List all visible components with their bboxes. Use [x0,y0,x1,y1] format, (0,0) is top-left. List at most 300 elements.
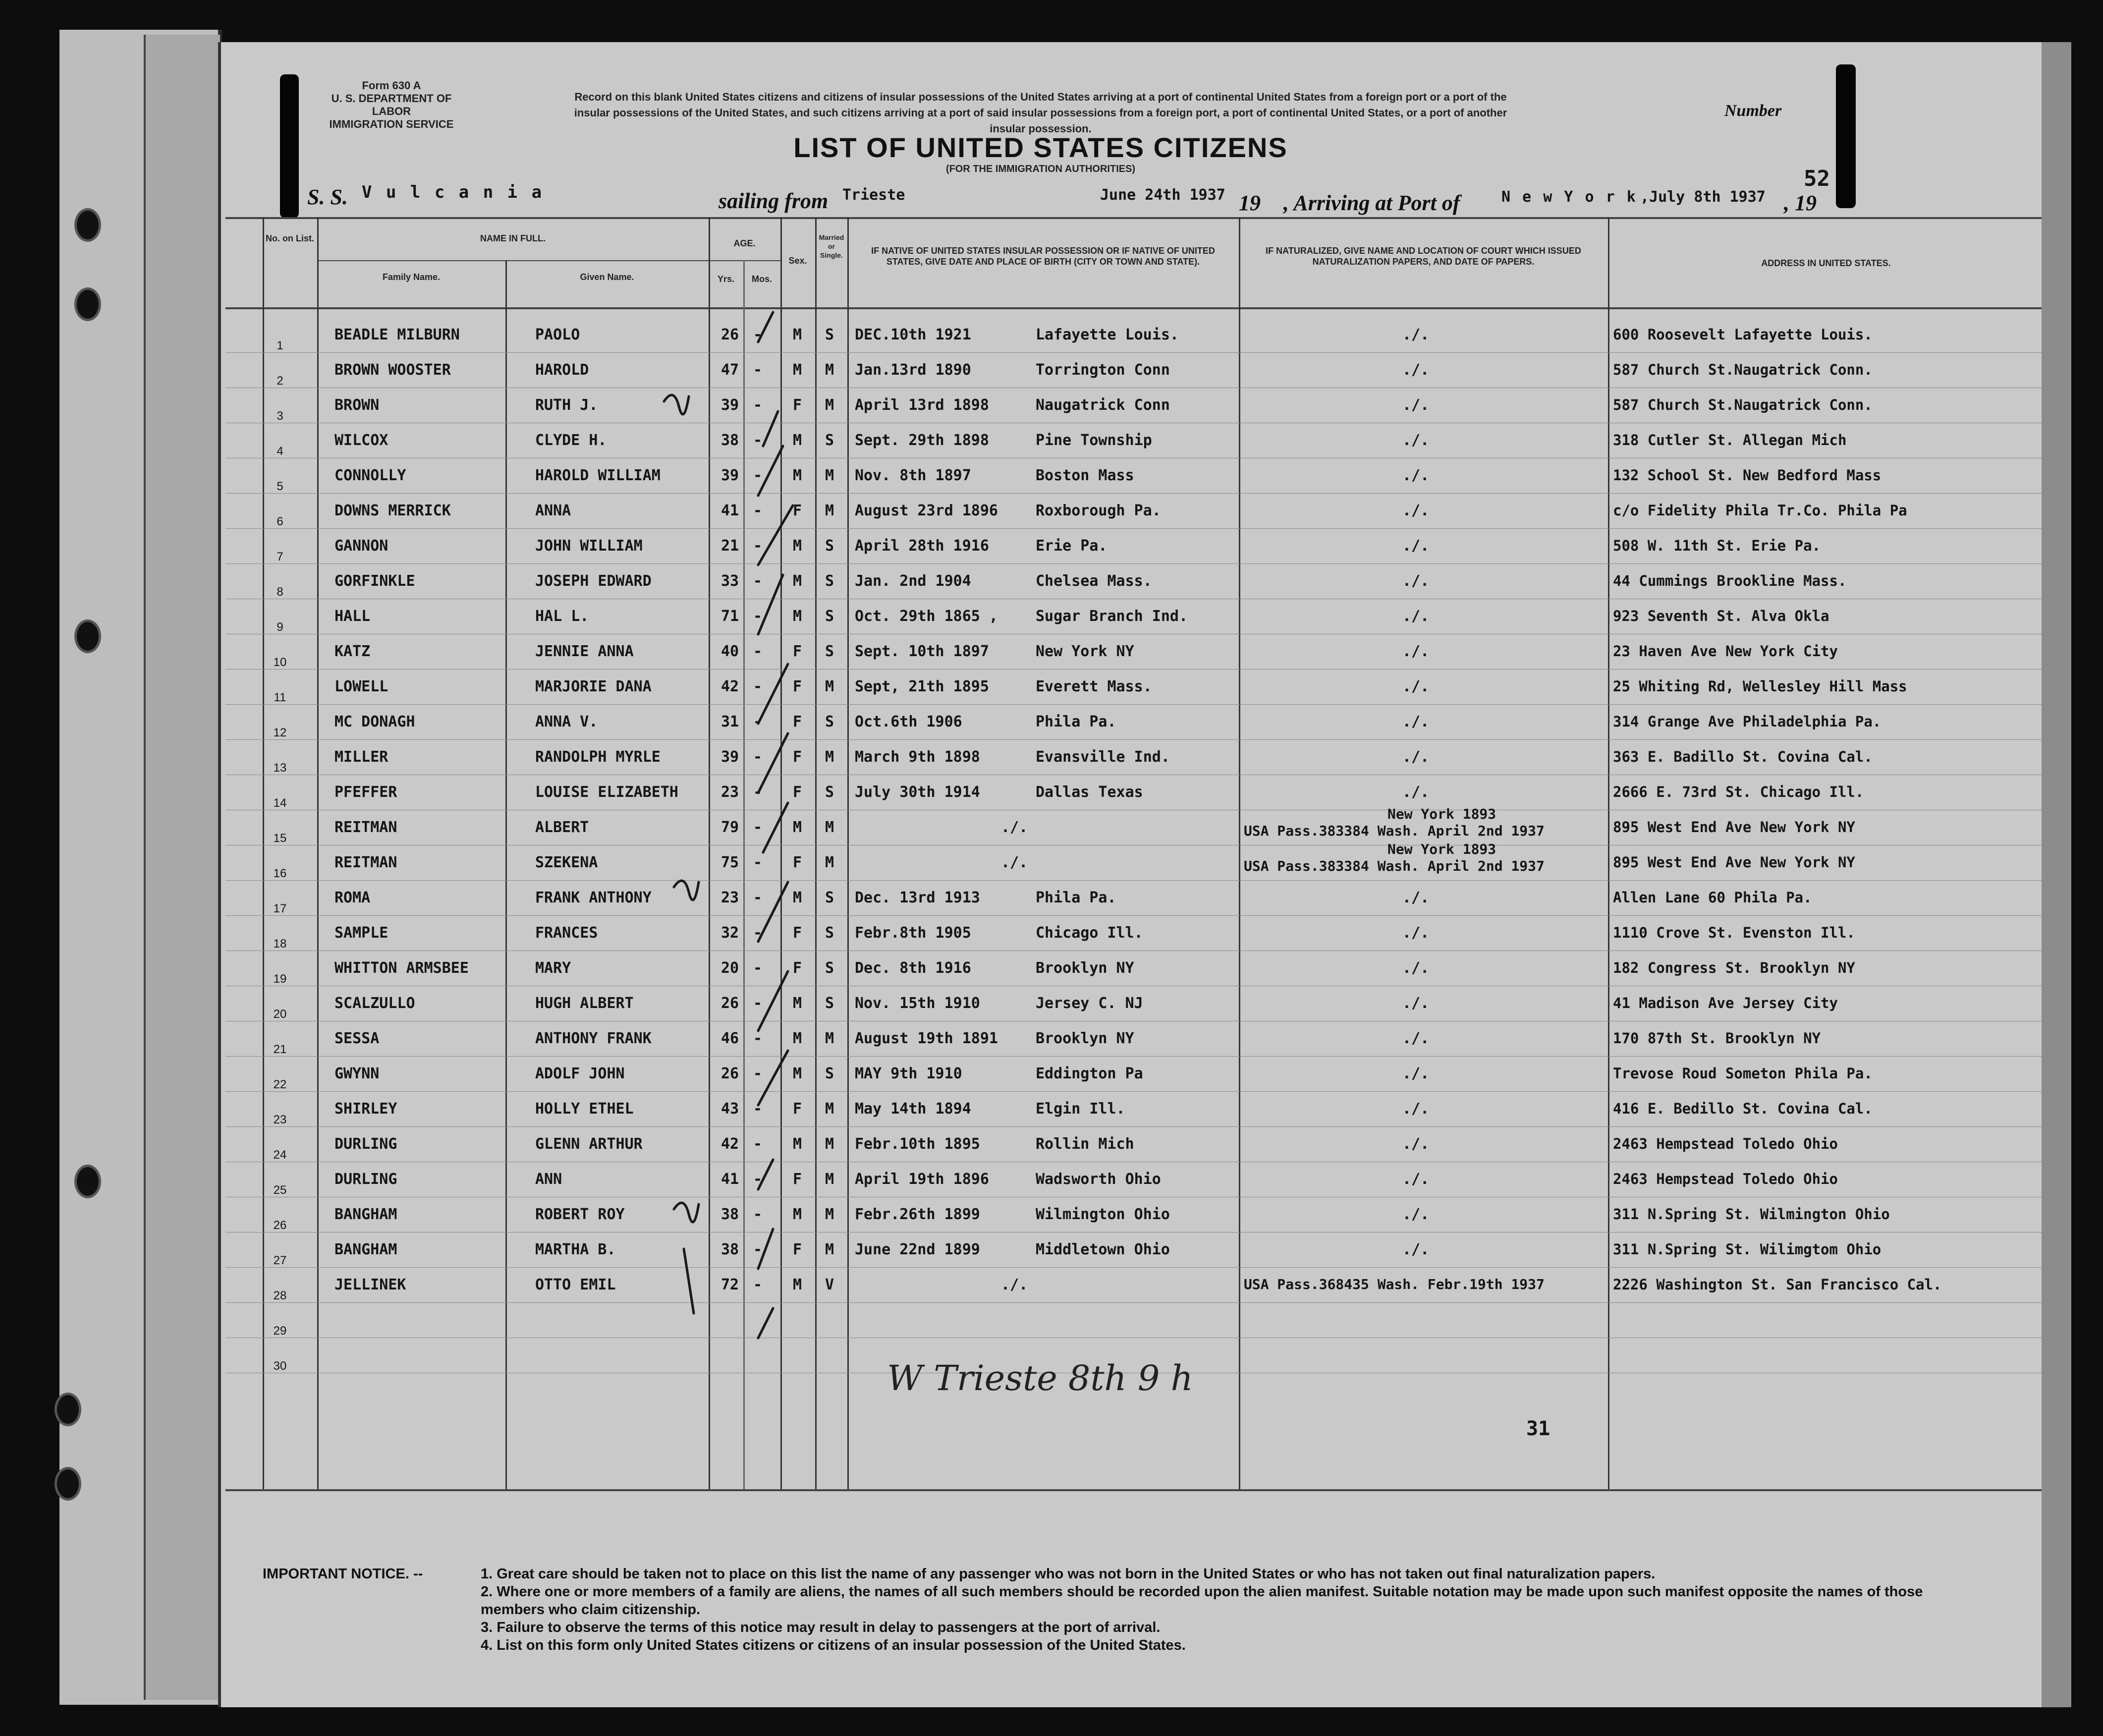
birth-place: Middletown Ohio [1036,1241,1170,1258]
birth-place: Everett Mass. [1036,678,1152,695]
handwritten-note: W Trieste 8th 9 h [887,1358,1193,1399]
marital-status: S [825,326,834,343]
given-name: JOHN WILLIAM [535,537,643,555]
row-number: 3 [277,409,283,423]
address: 2666 E. 73rd St. Chicago Ill. [1613,784,1864,800]
marital-status: M [825,361,834,379]
naturalization-papers: ./. [1402,713,1430,730]
age-months: - [753,361,763,379]
departure-date: June 24th 1937 [1100,186,1225,204]
marital-status: M [825,1171,834,1188]
age-months: - [753,326,763,343]
ss-label: S. S. [307,185,348,209]
sex: F [793,1241,802,1258]
sex: F [793,959,802,977]
marital-status: M [825,467,834,484]
marital-status: S [825,1065,834,1082]
checkmark-stroke [758,446,783,496]
age-months: - [753,1171,763,1188]
handwritten-initials [664,395,689,414]
row-number: 10 [273,656,287,669]
sex: M [793,1135,802,1153]
col-header-age: AGE. [733,238,756,248]
checkmark-stroke [763,803,788,852]
birth-place: Sugar Branch Ind. [1036,608,1188,625]
family-name: ROMA [334,889,371,906]
birth-place: Roxborough Pa. [1036,502,1161,519]
sex: M [793,1276,802,1293]
address: 182 Congress St. Brooklyn NY [1613,959,1855,976]
family-name: MC DONAGH [334,713,415,730]
birth-date: August 23rd 1896 [855,502,998,519]
checkmark-stroke [763,411,778,446]
naturalization-papers: USA Pass.368435 Wash. Febr.19th 1937 [1244,1276,1545,1292]
notice-item: 2. Where one or more members of a family are aliens, the names of all such members should be recorded upon the alien manifest. Suitable notation may be made upon such manifest opposite the names of those members who claim citizenship. [481,1584,1923,1618]
checkmark-stroke [758,312,773,342]
birth-place: Brooklyn NY [1036,959,1134,977]
age-years: 75 [721,854,739,871]
notice-heading: IMPORTANT NOTICE. -- [263,1566,423,1582]
given-name: RANDOLPH MYRLE [535,748,661,766]
family-name: DURLING [334,1135,397,1153]
naturalization-papers: ./. [1402,643,1430,660]
age-months: - [753,924,763,942]
marital-status: S [825,784,834,801]
given-name: FRANCES [535,924,598,942]
address: 170 87th St. Brooklyn NY [1613,1030,1821,1047]
sex: M [793,537,802,555]
address: 23 Haven Ave New York City [1613,643,1838,660]
checkmark-stroke [758,1160,773,1189]
checkmark-stroke [758,505,793,565]
service-name: IMMIGRATION SERVICE [329,118,454,130]
age-months: - [753,1065,763,1082]
marital-status: S [825,608,834,625]
naturalization-papers: ./. [1402,537,1430,555]
marital-status: S [825,572,834,590]
address: Trevose Roud Someton Phila Pa. [1613,1065,1873,1082]
family-name: SESSA [334,1030,380,1047]
age-years: 32 [721,924,739,942]
age-months: - [753,1135,763,1153]
sex: M [793,1030,802,1047]
marital-status: M [825,396,834,414]
family-name: BROWN WOOSTER [334,361,451,379]
birth-date: Sept, 21th 1895 [855,678,989,695]
given-name: ROBERT ROY [535,1206,625,1223]
given-name: ADOLF JOHN [535,1065,625,1082]
row-number: 25 [273,1183,287,1197]
given-name: HOLLY ETHEL [535,1100,634,1118]
col-header-mos: Mos. [751,274,772,284]
birth-date: Dec. 13rd 1913 [855,889,980,906]
birth-place: Boston Mass [1036,467,1134,484]
age-years: 43 [721,1100,739,1118]
row-number: 17 [273,902,287,915]
address: 311 N.Spring St. Wilmington Ohio [1613,1206,1890,1223]
sex: M [793,467,802,484]
row-number: 26 [273,1219,287,1232]
family-name: HALL [334,608,371,625]
age-months: - [753,467,763,484]
birth-place: Rollin Mich [1036,1135,1134,1153]
naturalization-papers: ./. [1402,784,1430,801]
address: 318 Cutler St. Allegan Mich [1613,432,1847,448]
address: 587 Church St.Naugatrick Conn. [1613,396,1873,413]
birth-place: Wadsworth Ohio [1036,1171,1161,1188]
age-years: 39 [721,467,739,484]
family-name: SCALZULLO [334,995,415,1012]
sex: F [793,678,802,695]
age-months: - [753,1030,763,1047]
handwritten-initials [674,881,699,900]
age-years: 38 [721,1241,739,1258]
given-name: HUGH ALBERT [535,995,634,1012]
checkmark-stroke [758,664,788,724]
naturalization-papers: ./. [1402,502,1430,519]
address: 416 E. Bedillo St. Covina Cal. [1613,1100,1873,1117]
naturalization-papers: ./. [1402,1171,1430,1188]
naturalization-papers: ./. [1402,678,1430,695]
sex: F [793,748,802,766]
age-months: - [753,819,763,836]
year-suffix: , 19 [1784,191,1817,215]
birth-date: Jan.13rd 1890 [855,361,971,379]
sex: M [793,432,802,449]
col-header-married: Married or Single. [819,233,844,259]
naturalization-papers: USA Pass.383384 Wash. April 2nd 1937 [1244,858,1545,874]
birth-date: DEC.10th 1921 [855,326,971,343]
family-name: PFEFFER [334,784,397,801]
birth-place: ./. [1001,819,1028,836]
sailing-from-label: sailing from [719,189,829,213]
given-name: JOSEPH EDWARD [535,572,652,590]
notice-items [481,1565,1947,1654]
family-name: DOWNS MERRICK [334,502,451,519]
age-years: 26 [721,1065,739,1082]
departure-port: Trieste [842,186,905,204]
birth-place: Jersey C. NJ [1036,995,1143,1012]
sex: M [793,1065,802,1082]
checkmark-stroke [758,971,788,1031]
age-years: 31 [721,713,739,730]
row-number: 27 [273,1254,287,1267]
form-number: Form 630 A [362,79,421,92]
department-name: U. S. DEPARTMENT OF LABOR [331,92,452,117]
naturalization-papers: ./. [1402,1030,1430,1047]
marital-status: S [825,889,834,906]
family-name: GWYNN [334,1065,380,1082]
sex: F [793,643,802,660]
age-years: 39 [721,396,739,414]
row-number: 19 [273,972,287,986]
sex: F [793,854,802,871]
form-instructions: Record on this blank United States citizens and citizens of insular possessions of the United States arriving at a port of continental United States from a foreign port or a port of the insular possessions of the United States, and such citizens arriving at a port of said insular possessions from a foreign port, a port of continental United States, or a port of another insular possession. [574,91,1507,135]
given-name: RUTH J. [535,396,598,414]
col-header-family: Family Name. [382,272,441,282]
address: 2226 Washington St. San Francisco Cal. [1613,1276,1942,1293]
row-number: 28 [273,1289,287,1302]
row-number: 7 [277,550,283,563]
naturalization-papers: ./. [1402,1206,1430,1223]
handwritten-initials [674,1203,699,1222]
row-number: 2 [277,374,283,388]
age-months: - [753,432,763,449]
sex: M [793,572,802,590]
sex: F [793,1100,802,1118]
birth-date: April 13rd 1898 [855,396,989,414]
sex: F [793,502,802,519]
age-months: - [753,537,763,555]
birth-place: Wilmington Ohio [1036,1206,1170,1223]
age-months: - [753,854,763,871]
checkmark-stroke [758,1229,773,1269]
given-name: JENNIE ANNA [535,643,634,660]
sex: M [793,326,802,343]
marital-status: S [825,959,834,977]
number-label: Number [1724,102,1782,120]
naturalization-court: New York 1893 [1387,806,1496,822]
sex: M [793,819,802,836]
sex: F [793,713,802,730]
family-name: BROWN [334,396,380,414]
col-header-naturalized: IF NATURALIZED, GIVE NAME AND LOCATION OF COURT WHICH ISSUED NATURALIZATION PAPERS, AND DATE OF PAPERS. [1266,246,1581,267]
address: 363 E. Badillo St. Covina Cal. [1613,748,1873,765]
given-name: LOUISE ELIZABETH [535,784,678,801]
family-name: BANGHAM [334,1206,397,1223]
row-number: 9 [277,620,283,634]
birth-place: Eddington Pa [1036,1065,1143,1082]
row-number: 1 [277,339,283,352]
birth-date: Oct.6th 1906 [855,713,962,730]
naturalization-papers: ./. [1402,1100,1430,1118]
row-number: 23 [273,1113,287,1126]
year-suffix: 19 [1239,191,1261,215]
row-number: 22 [273,1078,287,1091]
notice-item: 3. Failure to observe the terms of this notice may result in delay to passengers at the port of arrival. [481,1620,1161,1635]
sex: M [793,889,802,906]
naturalization-papers: ./. [1402,889,1430,906]
birth-date: April 28th 1916 [855,537,989,555]
age-months: - [753,784,763,801]
birth-date: Sept. 10th 1897 [855,643,989,660]
sex: F [793,924,802,942]
birth-place: Chicago Ill. [1036,924,1143,942]
age-years: 42 [721,678,739,695]
marital-status: S [825,537,834,555]
handwritten-stroke [684,1249,694,1313]
sex: M [793,995,802,1012]
row-number: 14 [273,796,287,810]
age-months: - [753,1100,763,1118]
age-years: 21 [721,537,739,555]
checkmark-stroke [758,1051,788,1105]
address: Allen Lane 60 Phila Pa. [1613,889,1812,906]
given-name: MARY [535,959,571,977]
marital-status: S [825,924,834,942]
col-header-given: Given Name. [580,272,634,282]
col-header-sex: Sex. [788,256,807,266]
birth-place: ./. [1001,1276,1028,1293]
col-header-address: ADDRESS IN UNITED STATES. [1761,258,1891,268]
age-years: 41 [721,1171,739,1188]
age-months: - [753,889,763,906]
family-name: KATZ [334,643,371,660]
given-name: HAROLD WILLIAM [535,467,661,484]
given-name: CLYDE H. [535,432,607,449]
address: 895 West End Ave New York NY [1613,854,1855,871]
birth-place: Brooklyn NY [1036,1030,1134,1047]
naturalization-papers: ./. [1402,1135,1430,1153]
row-number: 11 [274,691,286,704]
birth-date: Jan. 2nd 1904 [855,572,971,590]
birth-date: Oct. 29th 1865 , [855,608,998,625]
row-number: 24 [273,1148,287,1162]
row-number: 6 [277,515,283,528]
checkmark-stroke [758,882,788,942]
sex: M [793,608,802,625]
address: 587 Church St.Naugatrick Conn. [1613,361,1873,378]
naturalization-papers: ./. [1402,432,1430,449]
row-number: 13 [273,761,287,775]
given-name: HAL L. [535,608,589,625]
birth-place: Torrington Conn [1036,361,1170,379]
arriving-label: , Arriving at Port of [1283,191,1460,215]
row-number: 21 [273,1043,287,1056]
address: 132 School St. New Bedford Mass [1613,467,1882,484]
age-months: - [753,995,763,1012]
age-months: - [753,678,763,695]
birth-date: Febr.10th 1895 [855,1135,980,1153]
notice-item: 1. Great care should be taken not to place on this list the name of any passenger who was not born in the United States or who has not taken out final naturalization papers. [481,1566,1656,1582]
naturalization-papers: ./. [1402,959,1430,977]
age-years: 41 [721,502,739,519]
family-name: CONNOLLY [334,467,406,484]
arrival-port: N e w Y o r k [1501,188,1637,206]
marital-status: M [825,1241,834,1258]
row-number: 16 [273,867,287,880]
address: 41 Madison Ave Jersey City [1613,995,1838,1011]
naturalization-papers: ./. [1402,608,1430,625]
age-years: 20 [721,959,739,977]
row-number: 30 [273,1359,287,1373]
address: 314 Grange Ave Philadelphia Pa. [1613,713,1882,730]
age-months: - [753,748,763,766]
age-months: - [753,1206,763,1223]
address: 311 N.Spring St. Wilimgtom Ohio [1613,1241,1882,1258]
marital-status: M [825,854,834,871]
naturalization-papers: ./. [1402,396,1430,414]
given-name: SZEKENA [535,854,598,871]
given-name: ANTHONY FRANK [535,1030,652,1047]
birth-date: Nov. 8th 1897 [855,467,971,484]
address: 44 Cummings Brookline Mass. [1613,572,1847,589]
col-header-birth: IF NATIVE OF UNITED STATES INSULAR POSSESSION OR IF NATIVE OF UNITED STATES, GIVE DATE AND PLACE OF BIRTH (CITY OR TOWN AND STATE). [871,246,1215,267]
family-name: MILLER [334,748,388,766]
address: 923 Seventh St. Alva Okla [1613,608,1829,624]
marital-status: M [825,1135,834,1153]
col-header-name: NAME IN FULL. [480,233,546,243]
birth-date: Sept. 29th 1898 [855,432,989,449]
birth-place: Pine Township [1036,432,1152,449]
birth-date: Febr.8th 1905 [855,924,971,942]
family-name: SHIRLEY [334,1100,397,1118]
age-months: - [753,396,763,414]
birth-date: March 9th 1898 [855,748,980,766]
marital-status: M [825,1030,834,1047]
age-years: 26 [721,995,739,1012]
given-name: ALBERT [535,819,589,836]
age-years: 33 [721,572,739,590]
birth-place: ./. [1001,854,1028,871]
address: 600 Roosevelt Lafayette Louis. [1613,326,1873,343]
birth-place: Evansville Ind. [1036,748,1170,766]
birth-date: Dec. 8th 1916 [855,959,971,977]
naturalization-papers: ./. [1402,924,1430,942]
total-count: 31 [1526,1417,1550,1440]
marital-status: M [825,678,834,695]
given-name: MARJORIE DANA [535,678,652,695]
birth-place: Dallas Texas [1036,784,1143,801]
marital-status: M [825,502,834,519]
address: 1110 Crove St. Evenston Ill. [1613,924,1855,941]
birth-date: Nov. 15th 1910 [855,995,980,1012]
age-months: - [753,713,763,730]
age-years: 38 [721,432,739,449]
birth-place: Phila Pa. [1036,889,1116,906]
age-months: - [753,502,763,519]
marital-status: S [825,713,834,730]
checkmark-stroke [758,575,783,634]
sex: M [793,1206,802,1223]
sex: F [793,1171,802,1188]
row-number: 4 [277,445,283,458]
age-months: - [753,608,763,625]
age-years: 71 [721,608,739,625]
naturalization-papers: ./. [1402,467,1430,484]
family-name: DURLING [334,1171,397,1188]
naturalization-papers: ./. [1402,1241,1430,1258]
birth-place: New York NY [1036,643,1134,660]
family-name: BANGHAM [334,1241,397,1258]
row-number: 5 [277,480,283,493]
age-years: 23 [721,889,739,906]
marital-status: V [825,1276,834,1293]
birth-date: May 14th 1894 [855,1100,971,1118]
address: 25 Whiting Rd, Wellesley Hill Mass [1613,678,1907,695]
marital-status: S [825,995,834,1012]
col-header-no: No. on List. [266,233,314,243]
birth-place: Elgin Ill. [1036,1100,1125,1118]
given-name: GLENN ARTHUR [535,1135,643,1153]
given-name: PAOLO [535,326,580,343]
naturalization-papers: ./. [1402,361,1430,379]
naturalization-court: New York 1893 [1387,841,1496,857]
given-name: ANN [535,1171,562,1188]
age-months: - [753,1241,763,1258]
given-name: ANNA [535,502,571,519]
age-months: - [753,1276,763,1293]
family-name: REITMAN [334,854,397,871]
row-number: 12 [273,726,287,739]
age-years: 42 [721,1135,739,1153]
given-name: MARTHA B. [535,1241,616,1258]
birth-date: Febr.26th 1899 [855,1206,980,1223]
naturalization-papers: ./. [1402,1065,1430,1082]
age-years: 46 [721,1030,739,1047]
sex: F [793,784,802,801]
age-years: 26 [721,326,739,343]
